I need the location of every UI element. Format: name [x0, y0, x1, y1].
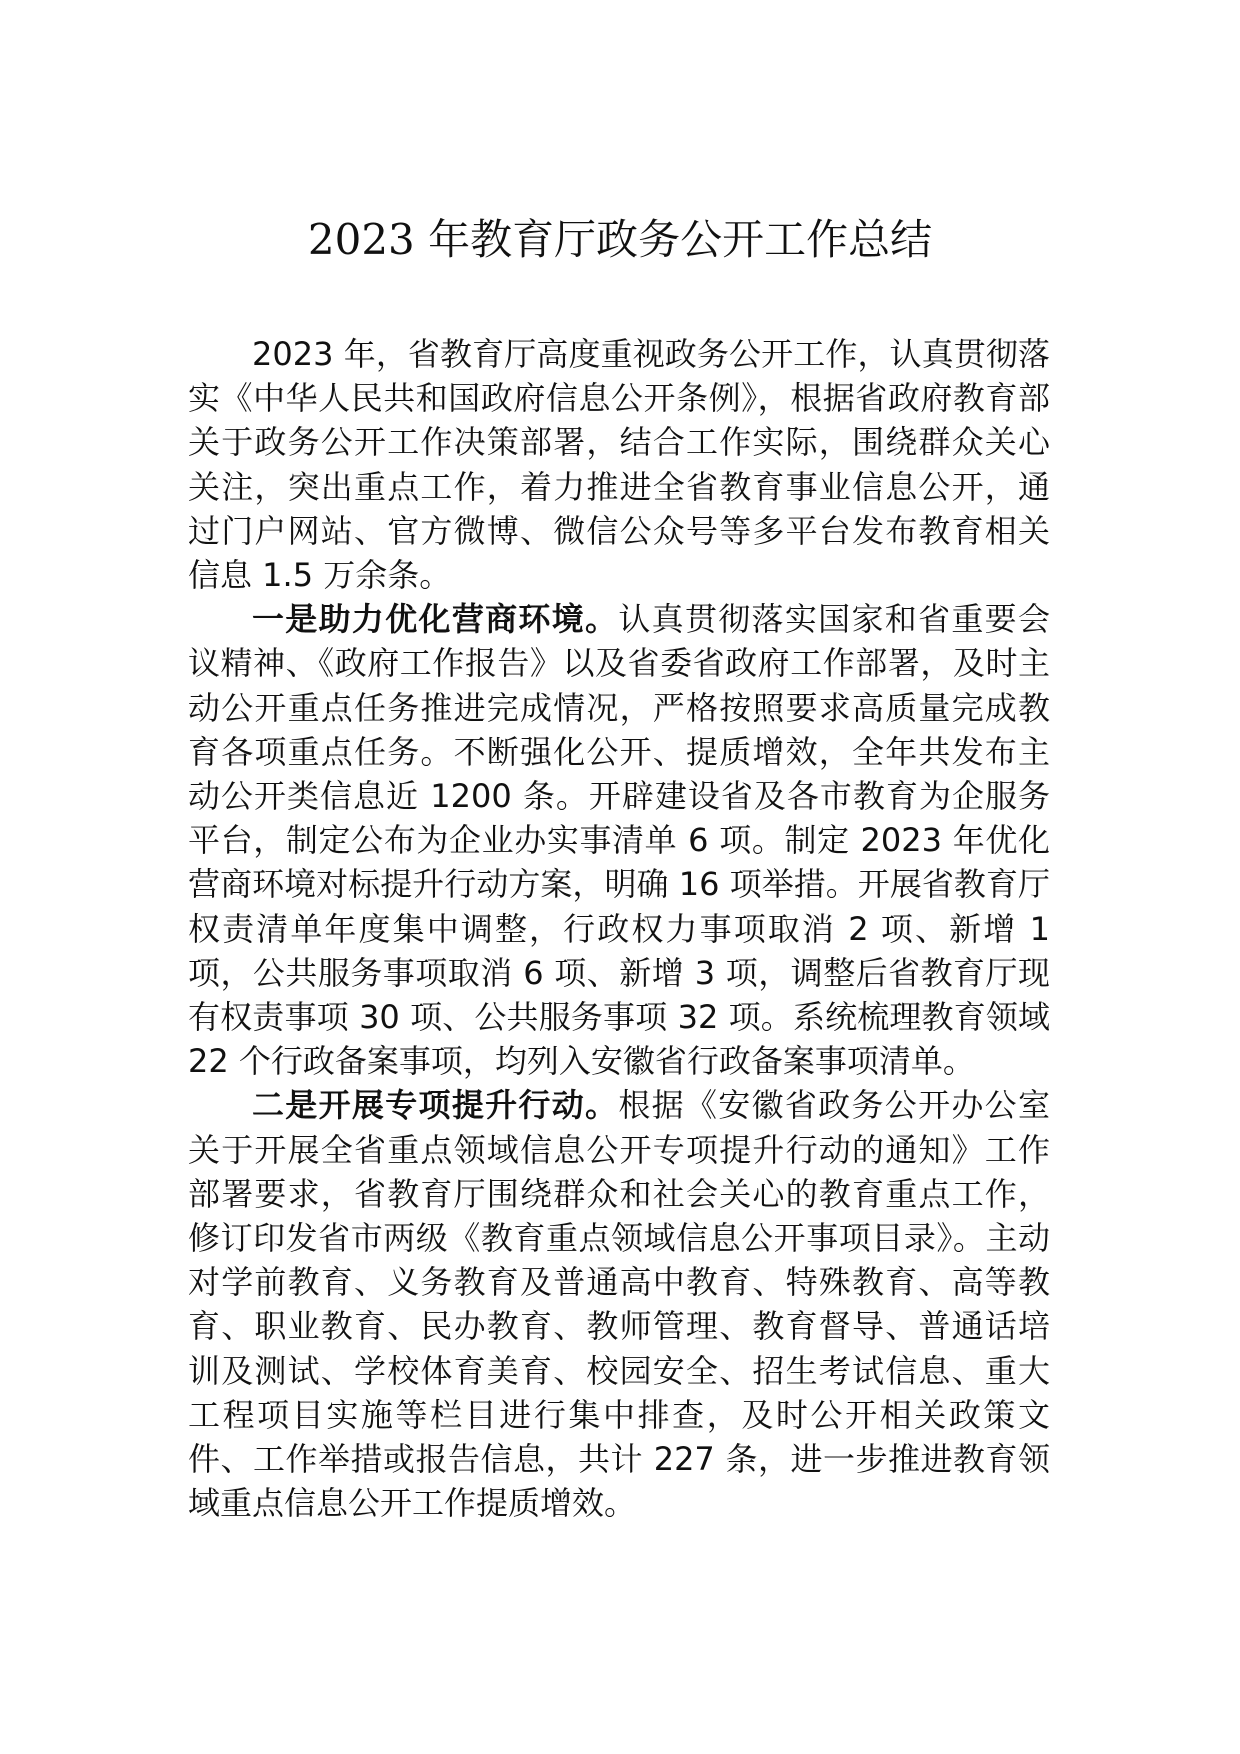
paragraph-text: 2023 年，省教育厅高度重视政务公开工作，认真贯彻落实《中华人民共和国政府信息公开条例》，根据省政府教育部关于政务公开工作决策部署，结合工作实际，围绕群众关心关注，突出重点工作，着力推进全省教育事业信息公开，通过门户网站、官方微博、微信公众号等多平台发布教育相关信息 1.5 万余条。	[188, 335, 1050, 595]
paragraph-text: 认真贯彻落实国家和省重要会议精神、《政府工作报告》以及省委省政府工作部署，及时主动公开重点任务推进完成情况，严格按照要求高质量完成教育各项重点任务。不断强化公开、提质增效，全年共发布主动公开类信息近 1200 条。开辟建设省及各市教育为企服务平台，制定公布为企业办实事清单 6 项。制定 2023 年优化营商环境对标提升行动方案，明确 16 项举措。开展省教育厅权责清单年度集中调整，行政权力事项取消 2 项、新增 1 项，公共服务事项取消 6 项、新增 3 项，调整后省教育厅现有权责事项 30 项、公共服务事项 32 项。系统梳理教育领域 22 个行政备案事项，均列入安徽省行政备案事项清单。	[188, 600, 1050, 1081]
document-body	[188, 332, 1050, 1525]
paragraph-special-action	[188, 1083, 1050, 1525]
document-title: 2023 年教育厅政务公开工作总结	[307, 215, 933, 264]
paragraph-text: 根据《安徽省政务公开办公室关于开展全省重点领域信息公开专项提升行动的通知》工作部署要求，省教育厅围绕群众和社会关心的教育重点工作，修订印发省市两级《教育重点领域信息公开事项目录》。主动对学前教育、义务教育及普通高中教育、特殊教育、高等教育、职业教育、民办教育、教师管理、教育督导、普通话培训及测试、学校体育美育、校园安全、招生考试信息、重大工程项目实施等栏目进行集中排查，及时公开相关政策文件、工作举措或报告信息，共计 227 条，进一步推进教育领域重点信息公开工作提质增效。	[188, 1086, 1050, 1523]
paragraph-intro	[188, 332, 1050, 597]
paragraph-lead: 二是开展专项提升行动。	[252, 1086, 619, 1125]
paragraph-business-environment	[188, 597, 1050, 1083]
paragraph-lead: 一是助力优化营商环境。	[252, 600, 619, 639]
